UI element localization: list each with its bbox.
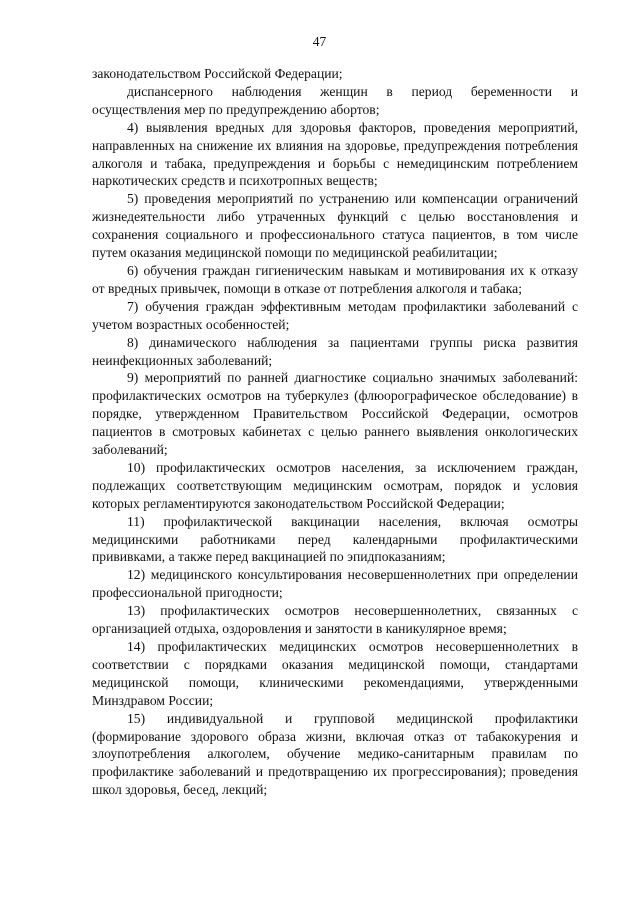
paragraph-item-11: 11) профилактической вакцинации населения, включая осмотры медицинскими работниками перед календарными профилактическими прививками, а также перед вакцинацией по эпидпоказаниям; [92,513,578,565]
document-body [92,65,578,799]
paragraph-continuation: законодательством Российской Федерации; [92,66,343,81]
paragraph-item-12: 12) медицинского консультирования несовершеннолетних при определении профессиональной пригодности; [92,567,578,601]
paragraph-dispensary-observation: диспансерного наблюдения женщин в период беременности и осуществления мер по предупреждению абортов; [92,83,578,117]
page-number: 47 [312,34,327,49]
paragraph-item-9: 9) мероприятий по ранней диагностике социально значимых заболеваний: профилактических осмотров на туберкулез (флюорографическое обследование) в порядке, утвержденном Правительством Российской Федерации, осмотров пациентов в смотровых кабинетах с целью раннего выявления онкологических заболеваний; [92,370,578,458]
paragraph-item-13: 13) профилактических осмотров несовершеннолетних, связанных с организацией отдыха, оздоровления и занятости в каникулярное время; [92,603,578,637]
paragraph-item-8: 8) динамического наблюдения за пациентами группы риска развития неинфекционных заболеваний; [92,334,578,368]
paragraph-item-15: 15) индивидуальной и групповой медицинской профилактики (формирование здорового образа жизни, включая отказ от табакокурения и злоупотребления алкоголем, обучение медико-санитарным правилам по профилактике заболеваний и предотвращению их прогрессирования); проведения школ здоровья, бесед, лекций; [92,710,578,798]
paragraph-item-4: 4) выявления вредных для здоровья факторов, проведения мероприятий, направленных на снижение их влияния на здоровье, предупреждения потребления алкоголя и табака, предупреждения и борьбы с немедицинским потреблением наркотических средств и психотропных веществ; [92,119,578,189]
paragraph-item-7: 7) обучения граждан эффективным методам профилактики заболеваний с учетом возрастных особенностей; [92,298,578,332]
paragraph-item-14: 14) профилактических медицинских осмотров несовершеннолетних в соответствии с порядками оказания медицинской помощи, стандартами медицинской помощи, клиническими рекомендациями, утвержденными Минздравом России; [92,639,578,708]
paragraph-item-6: 6) обучения граждан гигиеническим навыкам и мотивирования их к отказу от вредных привычек, помощи в отказе от потребления алкоголя и табака; [92,262,578,296]
paragraph-item-10: 10) профилактических осмотров населения, за исключением граждан, подлежащих соответствующим медицинским осмотрам, порядок и условия которых регламентируются законодательством Российской Федерации; [92,459,578,511]
paragraph-item-5: 5) проведения мероприятий по устранению или компенсации ограничений жизнедеятельности либо утраченных функций с целью восстановления и сохранения социального и профессионального статуса пациентов, в том числе путем оказания медицинской помощи по медицинской реабилитации; [92,191,578,261]
